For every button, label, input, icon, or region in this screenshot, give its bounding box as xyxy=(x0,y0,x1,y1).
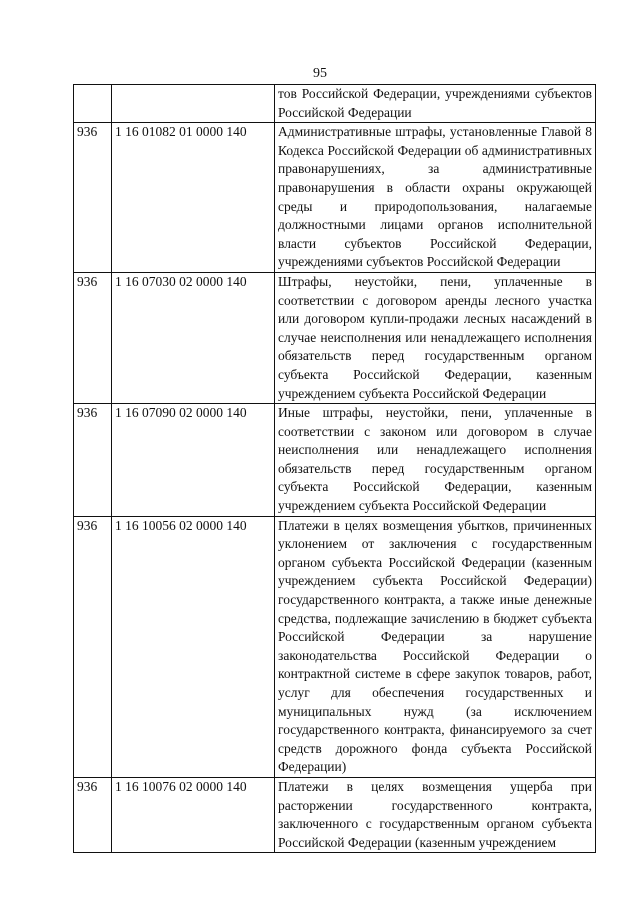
revenue-codes-table xyxy=(73,84,596,853)
description-cell: Административные штрафы, установленные Главой 8 Кодекса Российской Федерации об административных правонарушениях, за административные правонарушения в области охраны окружающей среды и природопользования, налагаемые должностными лицами органов исполнительной власти субъектов Российской Федерации, учреждениями субъектов Российской Федерации xyxy=(275,123,596,273)
page-number: 95 xyxy=(313,66,327,81)
revenue-code-cell: 1 16 07090 02 0000 140 xyxy=(112,404,275,517)
table-row xyxy=(74,85,596,123)
description-cell: Платежи в целях возмещения ущерба при расторжении государственного контракта, заключенного с государственным органом субъекта Российской Федерации (казенным учреждением xyxy=(275,777,596,852)
revenue-code-cell: 1 16 07030 02 0000 140 xyxy=(112,272,275,403)
revenue-code-cell: 1 16 01082 01 0000 140 xyxy=(112,123,275,273)
revenue-code-cell xyxy=(112,85,275,123)
description-cell: Иные штрафы, неустойки, пени, уплаченные в соответствии с законом или договором в случае неисполнения или ненадлежащего исполнения обязательств перед государственным органом субъекта Российской Федерации, казенным учреждением субъекта Российской Федерации xyxy=(275,404,596,517)
table-row xyxy=(74,404,596,517)
admin-code-cell: 936 xyxy=(74,123,112,273)
description-cell: тов Российской Федерации, учреждениями субъектов Российской Федерации xyxy=(275,85,596,123)
description-cell: Платежи в целях возмещения убытков, причиненных уклонением от заключения с государственным органом субъекта Российской Федерации (казенным учреждением субъекта Российской Федерации) государственного контракта, а также иные денежные средства, подлежащие зачислению в бюджет субъекта Российской Федерации за нарушение законодательства Российской Федерации о контрактной системе в сфере закупок товаров, работ, услуг для обеспечения государственных и муниципальных нужд (за исключением государственного контракта, финансируемого за счет средств дорожного фонда субъекта Российской Федерации) xyxy=(275,516,596,777)
admin-code-cell xyxy=(74,85,112,123)
table-row xyxy=(74,777,596,852)
table-row xyxy=(74,272,596,403)
table-row xyxy=(74,516,596,777)
revenue-code-cell: 1 16 10056 02 0000 140 xyxy=(112,516,275,777)
revenue-code-cell: 1 16 10076 02 0000 140 xyxy=(112,777,275,852)
admin-code-cell: 936 xyxy=(74,516,112,777)
admin-code-cell: 936 xyxy=(74,777,112,852)
admin-code-cell: 936 xyxy=(74,272,112,403)
admin-code-cell: 936 xyxy=(74,404,112,517)
table-row xyxy=(74,123,596,273)
description-cell: Штрафы, неустойки, пени, уплаченные в соответствии с договором аренды лесного участка или договором купли-продажи лесных насаждений в случае неисполнения или ненадлежащего исполнения обязательств перед государственным органом субъекта Российской Федерации, казенным учреждением субъекта Российской Федерации xyxy=(275,272,596,403)
